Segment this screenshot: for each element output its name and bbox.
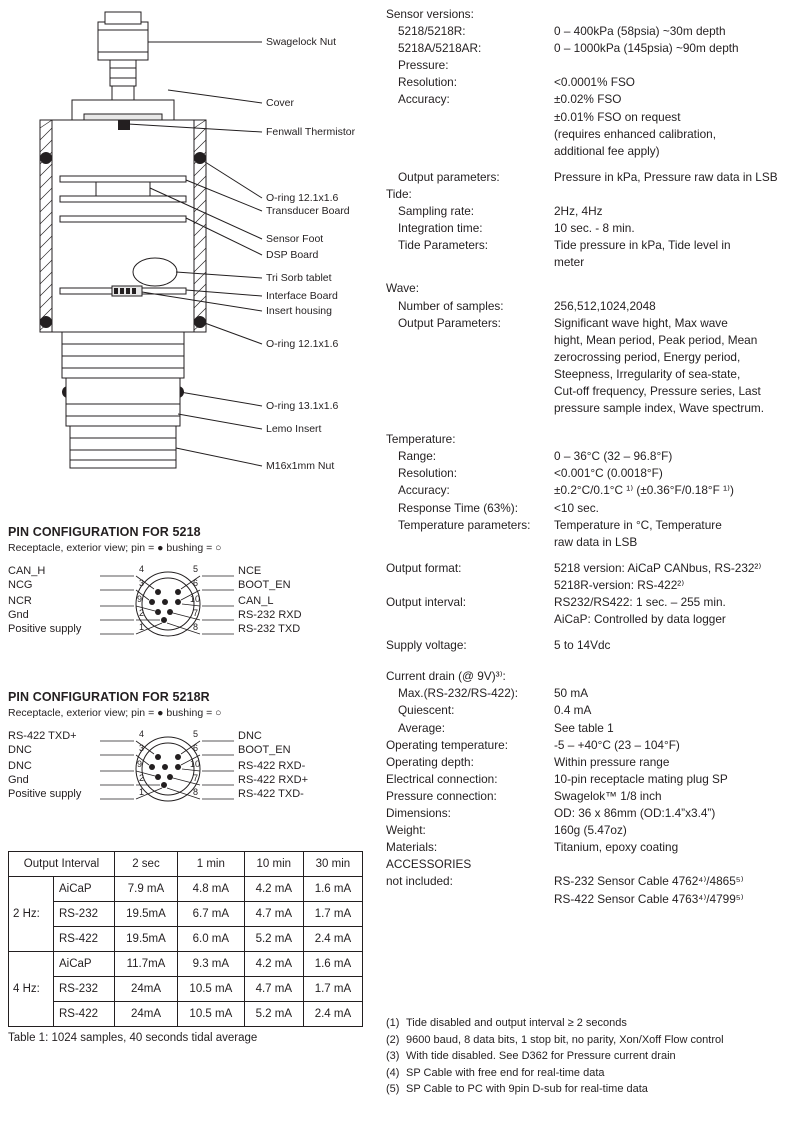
spec-label: Electrical connection: xyxy=(386,771,498,786)
spec-row xyxy=(386,482,796,499)
spec-row xyxy=(386,332,796,349)
cell: 2.4 mA xyxy=(303,1002,362,1027)
spec-row xyxy=(386,220,796,237)
footnote-item xyxy=(386,1016,798,1032)
spec-value: (requires enhanced calibration, xyxy=(554,126,716,141)
spec-value: Temperature in °C, Temperature xyxy=(554,517,722,532)
pin-5218-left-label-0: CAN_H xyxy=(8,565,46,577)
spec-value: <10 sec. xyxy=(554,500,599,515)
spec-value: RS232/RS422: 1 sec. – 255 min. xyxy=(554,595,726,609)
spec-label: Resolution: xyxy=(398,75,458,90)
spec-label: ACCESSORIES xyxy=(386,857,472,872)
pin-5218r-left-num-0: 4 xyxy=(139,729,145,739)
pin-5218-right-num-2: 10 xyxy=(190,594,201,604)
spec-label: 5218A/5218AR: xyxy=(398,41,482,56)
spec-row xyxy=(386,560,796,577)
spec-row xyxy=(386,500,796,517)
spec-row xyxy=(386,534,796,551)
footnote-item xyxy=(386,1049,798,1065)
spec-label: Operating depth: xyxy=(386,754,474,769)
pin-5218r-right-num-2: 10 xyxy=(190,759,201,769)
pin-5218r-right-label-4: RS-422 TXD- xyxy=(238,788,304,800)
spec-label: Weight: xyxy=(386,823,426,838)
cell: 11.7mA xyxy=(115,952,178,977)
spec-value: Titanium, epoxy coating xyxy=(554,840,679,855)
row-label-aicap-4hz: AiCaP xyxy=(54,952,115,977)
spec-row xyxy=(386,57,796,74)
pin-configuration-5218 xyxy=(8,525,383,652)
cell: 24mA xyxy=(115,977,178,1002)
spec-value: OD: 36 x 86mm (OD:1.4”x3.4”) xyxy=(554,806,716,821)
table-row xyxy=(9,952,363,977)
spec-value: 5218 version: AiCaP CANbus, RS-232²⁾ xyxy=(554,560,762,575)
spec-value: ±0.02% FSO xyxy=(554,92,622,107)
spec-label: Tide Parameters: xyxy=(398,238,489,253)
spec-value: See table 1 xyxy=(554,720,614,735)
footnote-text: 9600 baud, 8 data bits, 1 stop bit, no parity, Xon/Xoff Flow control xyxy=(406,1033,724,1046)
pin-configuration-5218r xyxy=(8,690,383,817)
pin-5218r-left-label-0: RS-422 TXD+ xyxy=(8,730,77,742)
footnote-mark: (2) xyxy=(386,1033,400,1046)
spec-label: Temperature parameters: xyxy=(398,517,531,532)
cell: 24mA xyxy=(115,1002,178,1027)
pin-config-5218-subtitle: Receptacle, exterior view; pin = ● bushing = ○ xyxy=(8,542,222,554)
footnote-mark: (5) xyxy=(386,1083,400,1096)
pin-5218r-left-label-2: DNC xyxy=(8,760,32,772)
current-drain-heading: Current drain (@ 9V)³⁾: xyxy=(386,669,506,684)
cell: 6.7 mA xyxy=(177,902,244,927)
pin-5218-left-num-2: 9 xyxy=(137,594,143,604)
th-30min: 30 min xyxy=(303,852,362,877)
pin-5218-right-label-0: NCE xyxy=(238,565,262,577)
spec-label: Range: xyxy=(398,449,437,464)
spec-row xyxy=(386,465,796,482)
spec-row xyxy=(386,577,796,594)
spec-value: Pressure in kPa, Pressure raw data in LSB xyxy=(554,169,778,184)
pin-5218-right-num-0: 5 xyxy=(193,564,199,574)
spec-label: Response Time (63%): xyxy=(398,500,518,515)
spec-row xyxy=(386,517,796,534)
pin-5218r-right-label-1: BOOT_EN xyxy=(238,744,291,756)
pin-config-5218-title: PIN CONFIGURATION FOR 5218 xyxy=(8,525,201,539)
spec-row xyxy=(386,109,796,126)
spec-label: Output Parameters: xyxy=(398,315,501,330)
pin-5218-left-num-0: 4 xyxy=(139,564,145,574)
spec-row xyxy=(386,839,796,856)
pin-5218-right-label-2: CAN_L xyxy=(238,595,274,607)
callout-insert-housing: Insert housing xyxy=(266,305,332,317)
cell: 4.7 mA xyxy=(244,977,303,1002)
pin-5218r-left-num-4: 1 xyxy=(139,787,145,797)
spec-value: Cut-off frequency, Pressure series, Last xyxy=(554,383,761,398)
spec-row xyxy=(386,788,796,805)
specifications-column xyxy=(386,6,796,908)
footnotes xyxy=(386,1016,798,1099)
spec-label: Pressure: xyxy=(398,58,449,73)
spec-value: Significant wave hight, Max wave xyxy=(554,315,728,330)
table-row xyxy=(9,1002,363,1027)
spec-row xyxy=(386,126,796,143)
spec-value: Tide pressure in kPa, Tide level in xyxy=(554,238,731,253)
callout-tri-sorb-tablet: Tri Sorb tablet xyxy=(266,272,332,284)
spec-row xyxy=(386,637,796,654)
left-column xyxy=(0,0,380,1121)
table-row xyxy=(9,977,363,1002)
spec-value: zerocrossing period, Energy period, xyxy=(554,349,741,364)
pin-5218r-left-num-3: 2 xyxy=(139,773,145,783)
spec-row xyxy=(386,400,796,417)
footnote-mark: (4) xyxy=(386,1066,400,1079)
pin-5218-right-num-3: 7 xyxy=(193,608,199,618)
pin-5218-left-num-1: 3 xyxy=(139,578,145,588)
spec-value: hight, Mean period, Peak period, Mean xyxy=(554,332,758,347)
callout-oring-13: O-ring 13.1x1.6 xyxy=(266,400,339,412)
spec-label: Max.(RS-232/RS-422): xyxy=(398,686,518,701)
row-label-rs422-2hz: RS-422 xyxy=(54,927,115,952)
spec-label: Sampling rate: xyxy=(398,204,475,219)
spec-row xyxy=(386,737,796,754)
spec-row xyxy=(386,23,796,40)
cell: 4.2 mA xyxy=(244,877,303,902)
pin-5218-right-label-4: RS-232 TXD xyxy=(238,623,301,635)
footnote-item xyxy=(386,1033,798,1049)
spec-value: <0.0001% FSO xyxy=(554,75,635,90)
spec-value: AiCaP: Controlled by data logger xyxy=(554,612,726,627)
spec-row xyxy=(386,702,796,719)
spec-row xyxy=(386,594,796,611)
spec-value: Steepness, Irregularity of sea-state, xyxy=(554,366,741,381)
pin-5218r-right-num-3: 7 xyxy=(193,773,199,783)
spec-row xyxy=(386,254,796,271)
table-row xyxy=(9,927,363,952)
spec-row xyxy=(386,720,796,737)
cell: 2.4 mA xyxy=(303,927,362,952)
spec-row xyxy=(386,822,796,839)
group-2hz: 2 Hz: xyxy=(9,877,54,952)
callout-oring-upper: O-ring 12.1x1.6 xyxy=(266,192,339,204)
spec-row xyxy=(386,237,796,254)
spec-row xyxy=(386,74,796,91)
table-row xyxy=(9,902,363,927)
spec-value: additional fee apply) xyxy=(554,143,660,158)
pin-5218r-left-label-4: Positive supply xyxy=(8,788,82,800)
spec-row xyxy=(386,298,796,315)
spec-row xyxy=(386,40,796,57)
spec-label: Integration time: xyxy=(398,221,483,236)
spec-label: 5218/5218R: xyxy=(398,24,466,39)
spec-label: Pressure connection: xyxy=(386,788,497,803)
pin-5218-left-num-3: 2 xyxy=(139,608,145,618)
pin-5218r-right-label-2: RS-422 RXD- xyxy=(238,760,306,772)
group-4hz: 4 Hz: xyxy=(9,952,54,1027)
spec-label: Accuracy: xyxy=(398,92,450,107)
pin-5218r-left-label-1: DNC xyxy=(8,744,32,756)
spec-row xyxy=(386,856,796,873)
footnote-item xyxy=(386,1066,798,1082)
cell: 10.5 mA xyxy=(177,1002,244,1027)
cell: 4.8 mA xyxy=(177,877,244,902)
spec-label: Dimensions: xyxy=(386,806,451,821)
spec-value: 0.4 mA xyxy=(554,703,592,718)
spec-row xyxy=(386,754,796,771)
cell: 1.7 mA xyxy=(303,977,362,1002)
spec-label: Materials: xyxy=(386,840,438,855)
th-1min: 1 min xyxy=(177,852,244,877)
spec-value: 10 sec. - 8 min. xyxy=(554,221,635,236)
pin-config-5218r-diagram xyxy=(8,721,383,817)
pin-5218r-right-label-3: RS-422 RXD+ xyxy=(238,774,309,786)
current-drain-table xyxy=(8,851,363,1027)
pin-5218r-right-num-0: 5 xyxy=(193,729,199,739)
temperature-heading: Temperature: xyxy=(386,432,456,447)
cell: 19.5mA xyxy=(115,927,178,952)
pin-5218-left-label-1: NCG xyxy=(8,579,33,591)
callout-oring-lower: O-ring 12.1x1.6 xyxy=(266,338,339,350)
cell: 7.9 mA xyxy=(115,877,178,902)
footnote-text: With tide disabled. See D362 for Pressure current drain xyxy=(406,1050,676,1063)
sensor-versions-heading: Sensor versions: xyxy=(386,7,474,21)
spec-label: Accuracy: xyxy=(398,483,450,498)
spec-row xyxy=(386,611,796,628)
cell: 1.6 mA xyxy=(303,952,362,977)
spec-label: Output parameters: xyxy=(398,169,500,184)
pin-5218r-left-num-1: 3 xyxy=(139,743,145,753)
spec-value: 256,512,1024,2048 xyxy=(554,298,656,313)
callout-sensor-foot: Sensor Foot xyxy=(266,233,324,245)
cell: 1.7 mA xyxy=(303,902,362,927)
pin-config-5218r-title: PIN CONFIGURATION FOR 5218R xyxy=(8,690,210,704)
pin-5218-right-num-4: 8 xyxy=(193,622,199,632)
spec-value: 160g (5.47oz) xyxy=(554,823,627,838)
spec-row xyxy=(386,805,796,822)
spec-row xyxy=(386,203,796,220)
callout-transducer-board: Transducer Board xyxy=(266,205,350,217)
spec-value: raw data in LSB xyxy=(554,534,638,549)
cell: 1.6 mA xyxy=(303,877,362,902)
spec-row xyxy=(386,771,796,788)
cell: 4.7 mA xyxy=(244,902,303,927)
spec-row xyxy=(386,383,796,400)
pin-config-5218r-subtitle: Receptacle, exterior view; pin = ● bushing = ○ xyxy=(8,707,222,719)
spec-label: Resolution: xyxy=(398,466,458,481)
spec-value: 2Hz, 4Hz xyxy=(554,204,603,219)
spec-value: -5 – +40°C (23 – 104°F) xyxy=(554,737,680,752)
cell: 4.2 mA xyxy=(244,952,303,977)
th-output-interval: Output Interval xyxy=(9,852,115,877)
footnote-text: SP Cable with free end for real-time data xyxy=(406,1066,605,1079)
spec-value: Swagelok™ 1/8 inch xyxy=(554,788,662,803)
cell: 6.0 mA xyxy=(177,927,244,952)
footnote-mark: (3) xyxy=(386,1050,400,1063)
spec-label: Quiescent: xyxy=(398,703,455,718)
spec-value: 0 – 400kPa (58psia) ~30m depth xyxy=(554,24,726,39)
cell: 9.3 mA xyxy=(177,952,244,977)
spec-value: <0.001°C (0.0018°F) xyxy=(554,466,663,481)
cell: 5.2 mA xyxy=(244,927,303,952)
pin-5218-right-num-1: 6 xyxy=(193,578,199,588)
callout-lemo-insert: Lemo Insert xyxy=(266,423,322,435)
spec-row xyxy=(386,169,796,186)
spec-value: RS-422 Sensor Cable 4763⁴⁾/4799⁵⁾ xyxy=(554,891,744,906)
wave-heading: Wave: xyxy=(386,281,419,296)
spec-row xyxy=(386,366,796,383)
row-label-rs232-4hz: RS-232 xyxy=(54,977,115,1002)
pin-5218-left-label-2: NCR xyxy=(8,595,32,607)
th-2sec: 2 sec xyxy=(115,852,178,877)
callout-interface-board: Interface Board xyxy=(266,290,338,302)
spec-row xyxy=(386,349,796,366)
callout-swagelock-nut: Swagelock Nut xyxy=(266,36,337,48)
spec-value: 10-pin receptacle mating plug SP xyxy=(554,771,728,786)
spec-row xyxy=(386,891,796,908)
spec-value: meter xyxy=(554,255,585,270)
spec-value: ±0.01% FSO on request xyxy=(554,109,681,124)
row-label-rs422-4hz: RS-422 xyxy=(54,1002,115,1027)
pin-config-5218-diagram xyxy=(8,556,383,652)
pin-5218r-left-num-2: 9 xyxy=(137,759,143,769)
th-10min: 10 min xyxy=(244,852,303,877)
spec-value: ±0.2°C/0.1°C ¹⁾ (±0.36°F/0.18°F ¹⁾) xyxy=(554,483,734,498)
spec-row xyxy=(386,685,796,702)
spec-value: 0 – 1000kPa (145psia) ~90m depth xyxy=(554,41,739,56)
spec-label: Output format: xyxy=(386,560,462,575)
sensor-cutaway-diagram xyxy=(0,0,380,510)
spec-row xyxy=(386,315,796,332)
spec-value: 0 – 36°C (32 – 96.8°F) xyxy=(554,449,673,464)
pin-5218-left-label-4: Positive supply xyxy=(8,623,82,635)
cell: 10.5 mA xyxy=(177,977,244,1002)
spec-row xyxy=(386,91,796,108)
current-drain-table-wrapper xyxy=(8,851,363,1044)
table-caption: Table 1: 1024 samples, 40 seconds tidal average xyxy=(8,1032,258,1044)
spec-value: Within pressure range xyxy=(554,754,670,769)
pin-5218-left-num-4: 1 xyxy=(139,622,145,632)
footnote-item xyxy=(386,1082,798,1098)
footnote-mark: (1) xyxy=(386,1017,400,1029)
callout-fenwall-thermistor: Fenwall Thermistor xyxy=(266,126,356,138)
callout-dsp-board: DSP Board xyxy=(266,249,319,261)
row-label-aicap-2hz: AiCaP xyxy=(54,877,115,902)
pin-5218-right-label-1: BOOT_EN xyxy=(238,579,291,591)
table-row xyxy=(9,877,363,902)
tide-heading: Tide: xyxy=(386,186,412,201)
spec-label: Supply voltage: xyxy=(386,638,467,653)
spec-label: Number of samples: xyxy=(398,298,504,313)
spec-label: not included: xyxy=(386,874,453,889)
spec-value: pressure sample index, Wave spectrum. xyxy=(554,401,765,416)
pin-5218r-right-label-0: DNC xyxy=(238,730,262,742)
spec-row xyxy=(386,143,796,160)
spec-label: Operating temperature: xyxy=(386,737,508,752)
spec-value: 50 mA xyxy=(554,686,589,701)
callout-cover: Cover xyxy=(266,97,295,109)
cell: 19.5mA xyxy=(115,902,178,927)
spec-row xyxy=(386,448,796,465)
spec-label: Average: xyxy=(398,720,446,735)
pin-5218r-right-num-1: 6 xyxy=(193,743,199,753)
table-header-row xyxy=(9,852,363,877)
spec-label: Output interval: xyxy=(386,595,466,609)
pin-5218r-right-num-4: 8 xyxy=(193,787,199,797)
spec-value: 5 to 14Vdc xyxy=(554,638,611,653)
pin-5218-right-label-3: RS-232 RXD xyxy=(238,609,302,621)
spec-value: RS-232 Sensor Cable 4762⁴⁾/4865⁵⁾ xyxy=(554,874,744,889)
pin-5218r-left-label-3: Gnd xyxy=(8,774,29,786)
callout-m16-nut: M16x1mm Nut xyxy=(266,460,335,472)
row-label-rs232-2hz: RS-232 xyxy=(54,902,115,927)
footnote-text: SP Cable to PC with 9pin D-sub for real-time data xyxy=(406,1083,648,1096)
footnote-text: Tide disabled and output interval ≥ 2 seconds xyxy=(406,1017,627,1029)
spec-row xyxy=(386,873,796,890)
spec-value: 5218R-version: RS-422²⁾ xyxy=(554,577,685,592)
pin-5218-left-label-3: Gnd xyxy=(8,609,29,621)
cell: 5.2 mA xyxy=(244,1002,303,1027)
